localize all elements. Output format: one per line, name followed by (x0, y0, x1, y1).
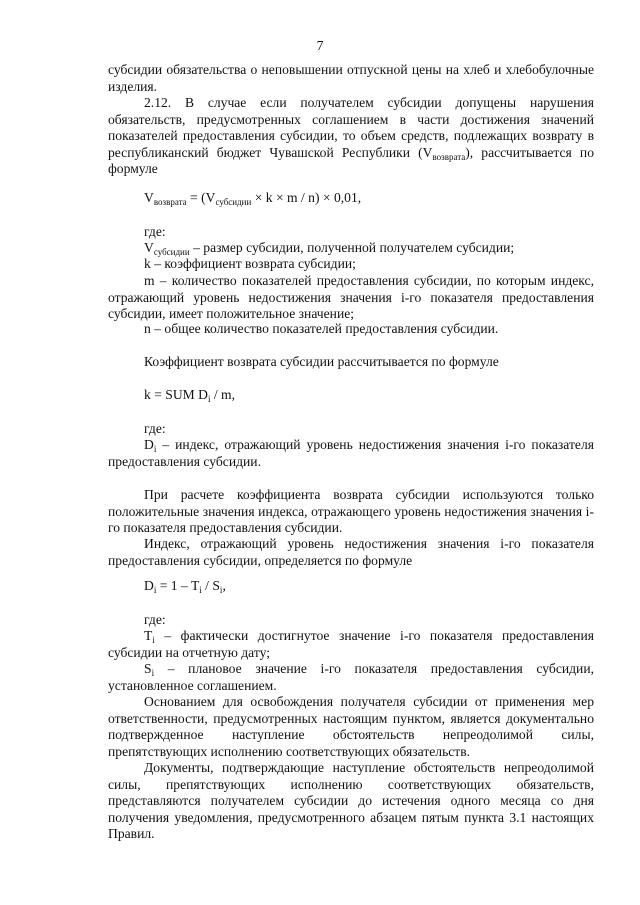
coefficient-line: Коэффициент возврата субсидии рассчитывается по формуле (144, 354, 499, 369)
formula-text: D (144, 578, 154, 593)
definition-t (108, 628, 594, 661)
definition-subscript: субсидии (153, 247, 190, 257)
definition-n: n – общее количество показателей предоставления субсидии. (144, 321, 499, 336)
formula-subscript: субсидии (215, 197, 252, 207)
definition-text: – индекс, отражающий уровень недостижения значения i-го показателя предоставления субсидии. (108, 437, 594, 469)
formula-text: / S (201, 578, 220, 593)
paragraph-continuation: субсидии обязательства о неповышении отпускной цены на хлеб и хлебобулочные изделия. (108, 62, 594, 94)
paragraph-documents: Документы, подтверждающие наступление обстоятельств непреодолимой силы, препятствующих исполнению соответствующих обязательств, представляются получателем субсидии до истечения одного месяца со дня получения уведомления, предусмотренного абзацем пятым пункта 3.1 настоящих Правил. (108, 760, 594, 841)
where-label: где: (144, 224, 166, 239)
formula-subscript: i (153, 585, 157, 595)
definition-subscript: i (151, 668, 155, 678)
definition-m: m – количество показателей предоставления субсидии, по которым индекс, отражающий уровень недостижения значения i-го показателя предоставления субсидии, имеет положительное значение; (108, 273, 594, 321)
definition-d (108, 437, 594, 470)
where-label: где: (144, 612, 166, 627)
formula-d (108, 578, 594, 595)
paragraph-positive-values: При расчете коэффициента возврата субсидии используются только положительные значения индекса, отражающего уровень недостижения значения i-го показателя предоставления субсидии. (108, 487, 594, 535)
definition-symbol: T (144, 628, 153, 643)
formula-text: = 1 – T (156, 578, 200, 593)
subscript-vozvrata: возврата (432, 151, 466, 162)
definition-symbol: S (144, 661, 152, 676)
definition-k: k – коэффициент возврата субсидии; (144, 256, 356, 271)
definition-symbol: V (144, 240, 154, 255)
formula-text: / m, (210, 387, 236, 402)
definition-symbol: D (144, 437, 154, 452)
paragraph-index: Индекс, отражающий уровень недостижения значения i-го показателя предоставления субсидии, определяется по формуле (108, 536, 594, 568)
formula-text: k = SUM D (144, 387, 208, 402)
formula-subscript: возврата (153, 197, 187, 207)
definition-subscript: i (153, 444, 157, 454)
formula-subscript: i (199, 585, 202, 595)
page-number: 7 (316, 38, 324, 53)
definition-text: – плановое значение i-го показателя предоставления субсидии, установленное соглашением. (108, 661, 594, 693)
formula-subscript: i (207, 394, 211, 404)
definition-text: – размер субсидии, полученной получателем субсидии; (189, 240, 515, 255)
formula-v-vozvrata (108, 190, 594, 207)
definition-s (108, 661, 594, 694)
formula-text: , (222, 578, 226, 593)
definition-text: – фактически достигнутое значение i-го показателя предоставления субсидии на отчетную дату; (108, 628, 594, 660)
where-label: где: (144, 421, 166, 436)
formula-text: × k × m / n) × 0,01, (251, 190, 362, 205)
formula-symbol: V (144, 190, 154, 205)
definition-v-subsidii (108, 240, 594, 257)
paragraph-2-12-text: 2.12. В случае если получателем субсидии допущены нарушения обязательств, предусмотренных соглашением в части достижения значений показателей предоставления субсидии, то объем средств, подлежащих возврату в республиканский бюджет Чувашской Республики (V (108, 95, 594, 160)
formula-k (108, 387, 594, 404)
paragraph-2-12-tail: ), рассчитывается по формуле (108, 144, 594, 176)
formula-subscript: i (219, 585, 223, 595)
definition-subscript: i (152, 635, 155, 645)
paragraph-basis: Основанием для освобождения получателя субсидии от применения мер ответственности, предусмотренных настоящим пунктом, является документально подтвержденное наступление обстоятельств непреодолимой силы, препятствующих исполнению соответствующих обязательств. (108, 694, 594, 759)
formula-text: = (V (186, 190, 216, 205)
paragraph-2-12 (108, 95, 594, 178)
